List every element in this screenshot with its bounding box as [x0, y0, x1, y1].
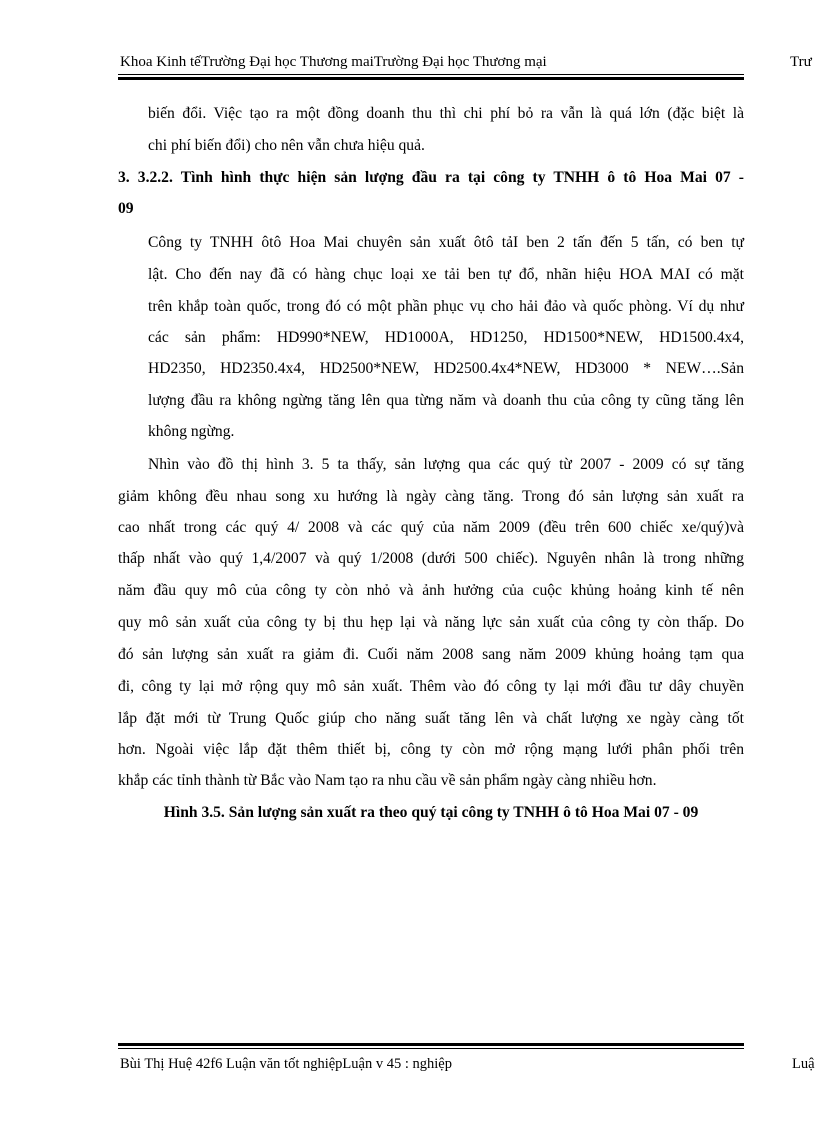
text-line: trên khắp toàn quốc, trong đó có một phần phục vụ cho hải đảo và quốc phòng. Ví dụ như	[148, 298, 744, 315]
text-line: hơn. Ngoài việc lắp đặt thêm thiết bị, công ty còn mở rộng mạng lưới phân phối trên	[118, 741, 744, 758]
header-rule-thin	[118, 74, 744, 75]
running-header: Khoa Kinh tếTrường Đại học Thương maiTrường Đại học Thương mại	[120, 54, 547, 70]
text-line: đó sản lượng sản xuất ra giảm đi. Cuối năm 2008 sang năm 2009 khủng hoảng tạm qua	[118, 646, 744, 663]
figure-caption: Hình 3.5. Sản lượng sản xuất ra theo quý tại công ty TNHH ô tô Hoa Mai 07 - 09	[163, 804, 699, 821]
running-header-overflow: Trư	[790, 54, 812, 70]
text-line: cao nhất trong các quý 4/ 2008 và các quý của năm 2009 (đều trên 600 chiếc xe/quý)và	[118, 519, 744, 536]
text-line: Công ty TNHH ôtô Hoa Mai chuyên sản xuất ôtô tảI ben 2 tấn đến 5 tấn, có ben tự	[148, 234, 744, 251]
text-line: thấp nhất vào quý 1,4/2007 và quý 1/2008 (dưới 500 chiếc). Nguyên nhân là trong những	[118, 550, 744, 567]
running-footer-overflow: Luậ	[792, 1056, 815, 1072]
section-heading: 09	[118, 200, 134, 217]
text-line: quy mô sản xuất của công ty bị thu hẹp lại và năng lực sản xuất của công ty còn thấp. Do	[118, 614, 744, 631]
text-line: giảm không đều nhau song xu hướng là ngày càng tăng. Trong đó sản lượng sản xuất ra	[118, 488, 744, 505]
footer-rule-thick	[118, 1043, 744, 1046]
header-rule-thick	[118, 77, 744, 80]
text-line: đi, công ty lại mở rộng quy mô sản xuất. Thêm vào đó công ty lại mới đầu tư dây chuyền	[118, 678, 744, 695]
text-line: lượng đầu ra không ngừng tăng lên qua từng năm và doanh thu của công ty cũng tăng lên	[148, 392, 744, 409]
running-footer: Bùi Thị Huệ 42f6 Luận văn tốt nghiệpLuận v 45 : nghiệp	[120, 1056, 452, 1072]
text-line: khắp các tỉnh thành từ Bắc vào Nam tạo ra nhu cầu về sản phẩm ngày càng nhiều hơn.	[118, 772, 657, 789]
text-line: không ngừng.	[148, 423, 235, 440]
section-heading: 3. 3.2.2. Tình hình thực hiện sản lượng đầu ra tại công ty TNHH ô tô Hoa Mai 07 -	[118, 169, 744, 186]
text-line: biến đổi. Việc tạo ra một đồng doanh thu thì chi phí bỏ ra vẫn là quá lớn (đặc biệt là	[148, 105, 744, 122]
text-line: Nhìn vào đồ thị hình 3. 5 ta thấy, sản lượng qua các quý từ 2007 - 2009 có sự tăng	[148, 456, 744, 473]
text-line: chi phí biến đổi) cho nên vẫn chưa hiệu quả.	[148, 137, 425, 154]
footer-rule-thin	[118, 1048, 744, 1049]
text-line: năm đầu quy mô của công ty còn nhỏ và ảnh hưởng của cuộc khủng hoảng kinh tế nên	[118, 582, 744, 599]
text-line: HD2350, HD2350.4x4, HD2500*NEW, HD2500.4x4*NEW, HD3000 * NEW….Sản	[148, 360, 744, 377]
text-line: lật. Cho đến nay đã có hàng chục loại xe tải ben tự đổ, nhãn hiệu HOA MAI có mặt	[148, 266, 744, 283]
text-line: các sản phẩm: HD990*NEW, HD1000A, HD1250, HD1500*NEW, HD1500.4x4,	[148, 329, 744, 346]
text-line: lắp đặt mới từ Trung Quốc giúp cho năng suất tăng lên và chất lượng xe ngày càng tốt	[118, 710, 744, 727]
